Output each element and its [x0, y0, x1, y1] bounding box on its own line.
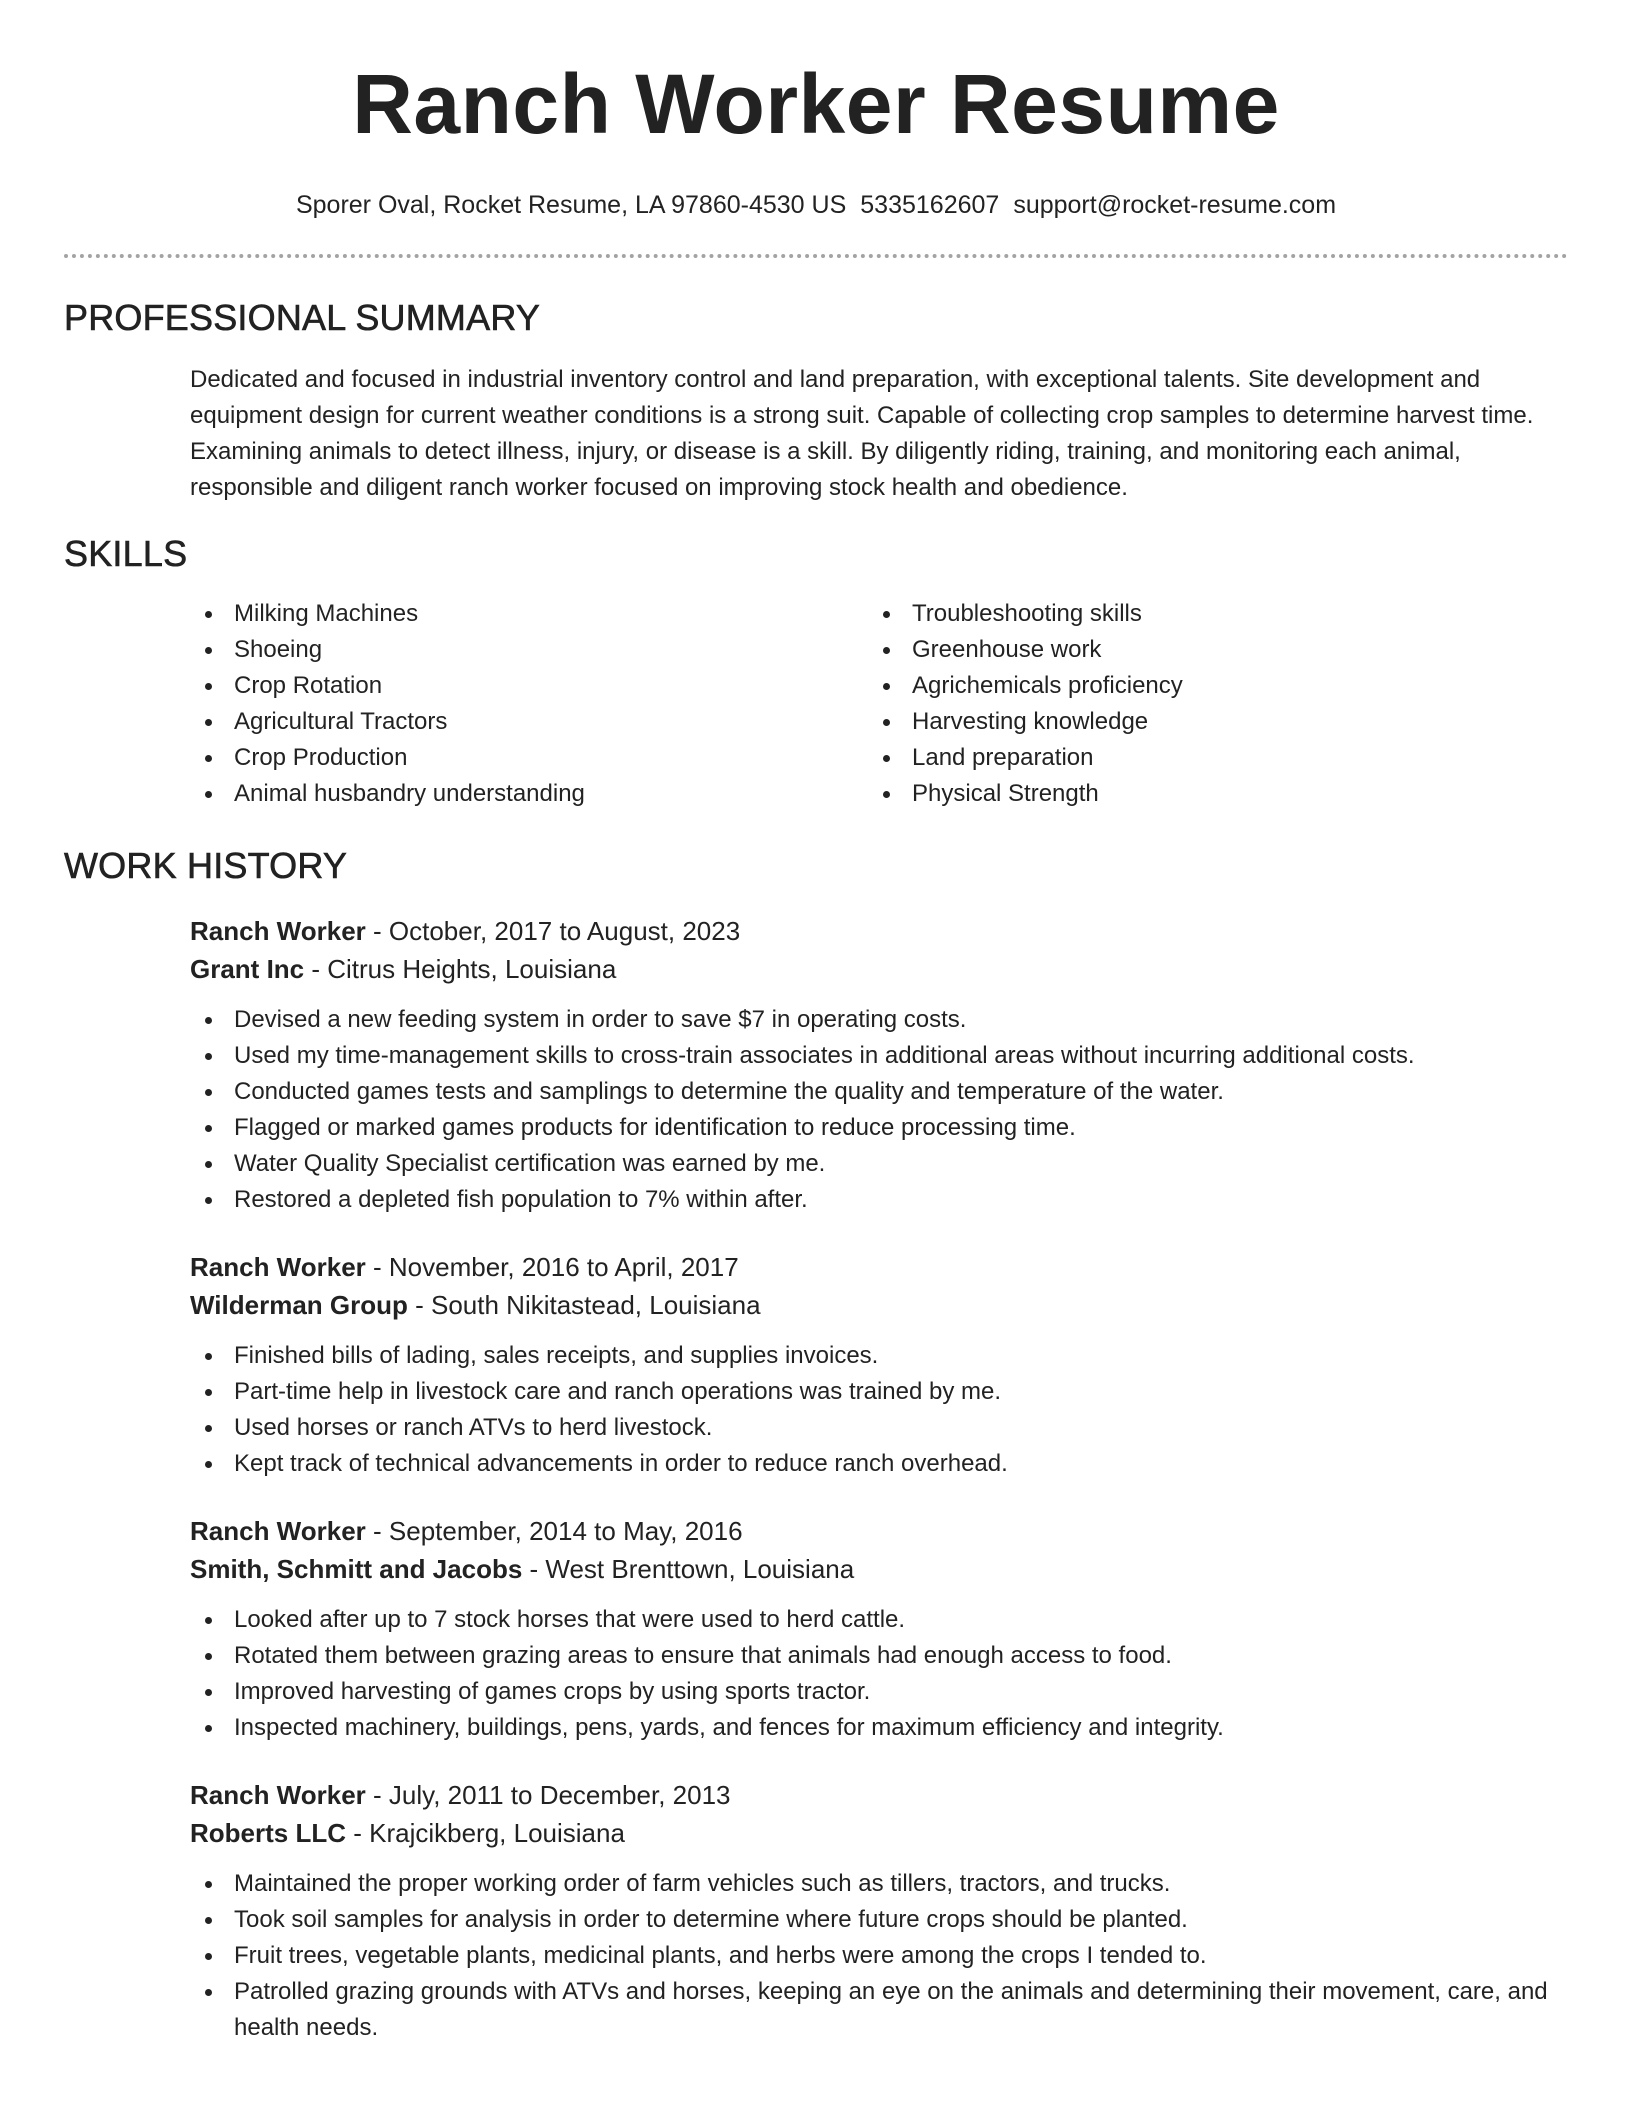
job-bullet: Inspected machinery, buildings, pens, yards, and fences for maximum efficiency and integrity. [190, 1710, 1568, 1746]
contact-address: Sporer Oval, Rocket Resume, LA 97860-4530 US [295, 191, 847, 219]
job-bullet: Fruit trees, vegetable plants, medicinal plants, and herbs were among the crops I tended to. [190, 1938, 1568, 1974]
job-bullet: Restored a depleted fish population to 7% within after. [190, 1182, 1568, 1218]
header-divider [64, 254, 1568, 258]
job-bullet: Rotated them between grazing areas to ensure that animals had enough access to food. [190, 1638, 1568, 1674]
job-title-line [190, 1248, 1568, 1286]
professional-summary-section [64, 296, 1568, 506]
work-history-section [64, 844, 1568, 2046]
job-bullet: Maintained the proper working order of farm vehicles such as tillers, tractors, and trucks. [190, 1866, 1568, 1902]
job-entry [190, 912, 1568, 1218]
job-company-line [190, 950, 1568, 988]
job-role: Ranch Worker [190, 1252, 366, 1282]
job-company: Roberts LLC [190, 1818, 346, 1848]
summary-text: Dedicated and focused in industrial inventory control and land preparation, with exceptional talents. Site development and equipment design for current weather conditions is a strong suit. Capable of collecting crop samples to determine harvest time. Examining animals to detect illness, injury, or disease is a skill. By diligently riding, training, and monitoring each animal, responsible and diligent ranch worker focused on improving stock health and obedience. [190, 366, 1534, 501]
job-company-line [190, 1814, 1568, 1852]
job-dates: - July, 2011 to December, 2013 [365, 1780, 731, 1810]
job-bullets [190, 1602, 1568, 1746]
job-bullet: Improved harvesting of games crops by using sports tractor. [190, 1674, 1568, 1710]
job-bullet: Kept track of technical advancements in order to reduce ranch overhead. [190, 1446, 1568, 1482]
contact-email[interactable]: support@rocket-resume.com [1013, 191, 1337, 219]
job-bullet: Water Quality Specialist certification was earned by me. [190, 1146, 1568, 1182]
job-bullet: Took soil samples for analysis in order to determine where future crops should be planted. [190, 1902, 1568, 1938]
job-bullets [190, 1338, 1568, 1482]
job-title-line [190, 1776, 1568, 1814]
resume-title: Ranch Worker Resume [352, 57, 1280, 151]
job-bullets [190, 1866, 1568, 2046]
skill-item: Land preparation [868, 740, 1546, 776]
job-bullet: Part-time help in livestock care and ranch operations was trained by me. [190, 1374, 1568, 1410]
job-company: Grant Inc [190, 954, 305, 984]
job-bullet: Conducted games tests and samplings to determine the quality and temperature of the water. [190, 1074, 1568, 1110]
section-title-work-history: WORK HISTORY [64, 845, 348, 886]
skills-column-right [868, 596, 1546, 812]
job-role: Ranch Worker [190, 916, 366, 946]
resume-header [0, 0, 1632, 258]
job-company-line [190, 1550, 1568, 1588]
job-bullet: Looked after up to 7 stock horses that were used to herd cattle. [190, 1602, 1568, 1638]
job-location: - Krajcikberg, Louisiana [346, 1818, 625, 1848]
contact-line [0, 190, 1632, 220]
job-location: - South Nikitastead, Louisiana [407, 1290, 761, 1320]
job-location: - Citrus Heights, Louisiana [304, 954, 617, 984]
job-company: Smith, Schmitt and Jacobs [190, 1554, 523, 1584]
skill-item: Agrichemicals proficiency [868, 668, 1546, 704]
job-entry [190, 1776, 1568, 2046]
skill-item: Animal husbandry understanding [190, 776, 868, 812]
job-dates: - November, 2016 to April, 2017 [365, 1252, 739, 1282]
job-bullet: Used my time-management skills to cross-train associates in additional areas without incurring additional costs. [190, 1038, 1568, 1074]
skill-item: Harvesting knowledge [868, 704, 1546, 740]
skills-column-left [190, 596, 868, 812]
job-bullet: Finished bills of lading, sales receipts, and supplies invoices. [190, 1338, 1568, 1374]
job-entry [190, 1248, 1568, 1482]
job-bullet: Used horses or ranch ATVs to herd livestock. [190, 1410, 1568, 1446]
section-title-summary: PROFESSIONAL SUMMARY [64, 297, 541, 338]
contact-phone: 5335162607 [860, 191, 1000, 219]
skills-grid [190, 596, 1568, 812]
skill-item: Greenhouse work [868, 632, 1546, 668]
skills-list-left [190, 596, 868, 812]
skill-item: Agricultural Tractors [190, 704, 868, 740]
job-entry [190, 1512, 1568, 1746]
job-dates: - September, 2014 to May, 2016 [365, 1516, 743, 1546]
job-location: - West Brenttown, Louisiana [522, 1554, 855, 1584]
skill-item: Troubleshooting skills [868, 596, 1546, 632]
section-title-skills: SKILLS [64, 533, 188, 574]
skill-item: Shoeing [190, 632, 868, 668]
job-bullet: Patrolled grazing grounds with ATVs and horses, keeping an eye on the animals and determining their movement, care, and health needs. [190, 1974, 1568, 2046]
skill-item: Crop Rotation [190, 668, 868, 704]
skills-list-right [868, 596, 1546, 812]
skills-section [64, 532, 1568, 812]
job-bullet: Devised a new feeding system in order to save $7 in operating costs. [190, 1002, 1568, 1038]
job-company: Wilderman Group [190, 1290, 408, 1320]
skill-item: Physical Strength [868, 776, 1546, 812]
job-title-line [190, 1512, 1568, 1550]
job-company-line [190, 1286, 1568, 1324]
job-title-line [190, 912, 1568, 950]
job-role: Ranch Worker [190, 1516, 366, 1546]
skill-item: Milking Machines [190, 596, 868, 632]
job-role: Ranch Worker [190, 1780, 366, 1810]
job-dates: - October, 2017 to August, 2023 [365, 916, 741, 946]
skill-item: Crop Production [190, 740, 868, 776]
job-bullet: Flagged or marked games products for identification to reduce processing time. [190, 1110, 1568, 1146]
job-bullets [190, 1002, 1568, 1218]
